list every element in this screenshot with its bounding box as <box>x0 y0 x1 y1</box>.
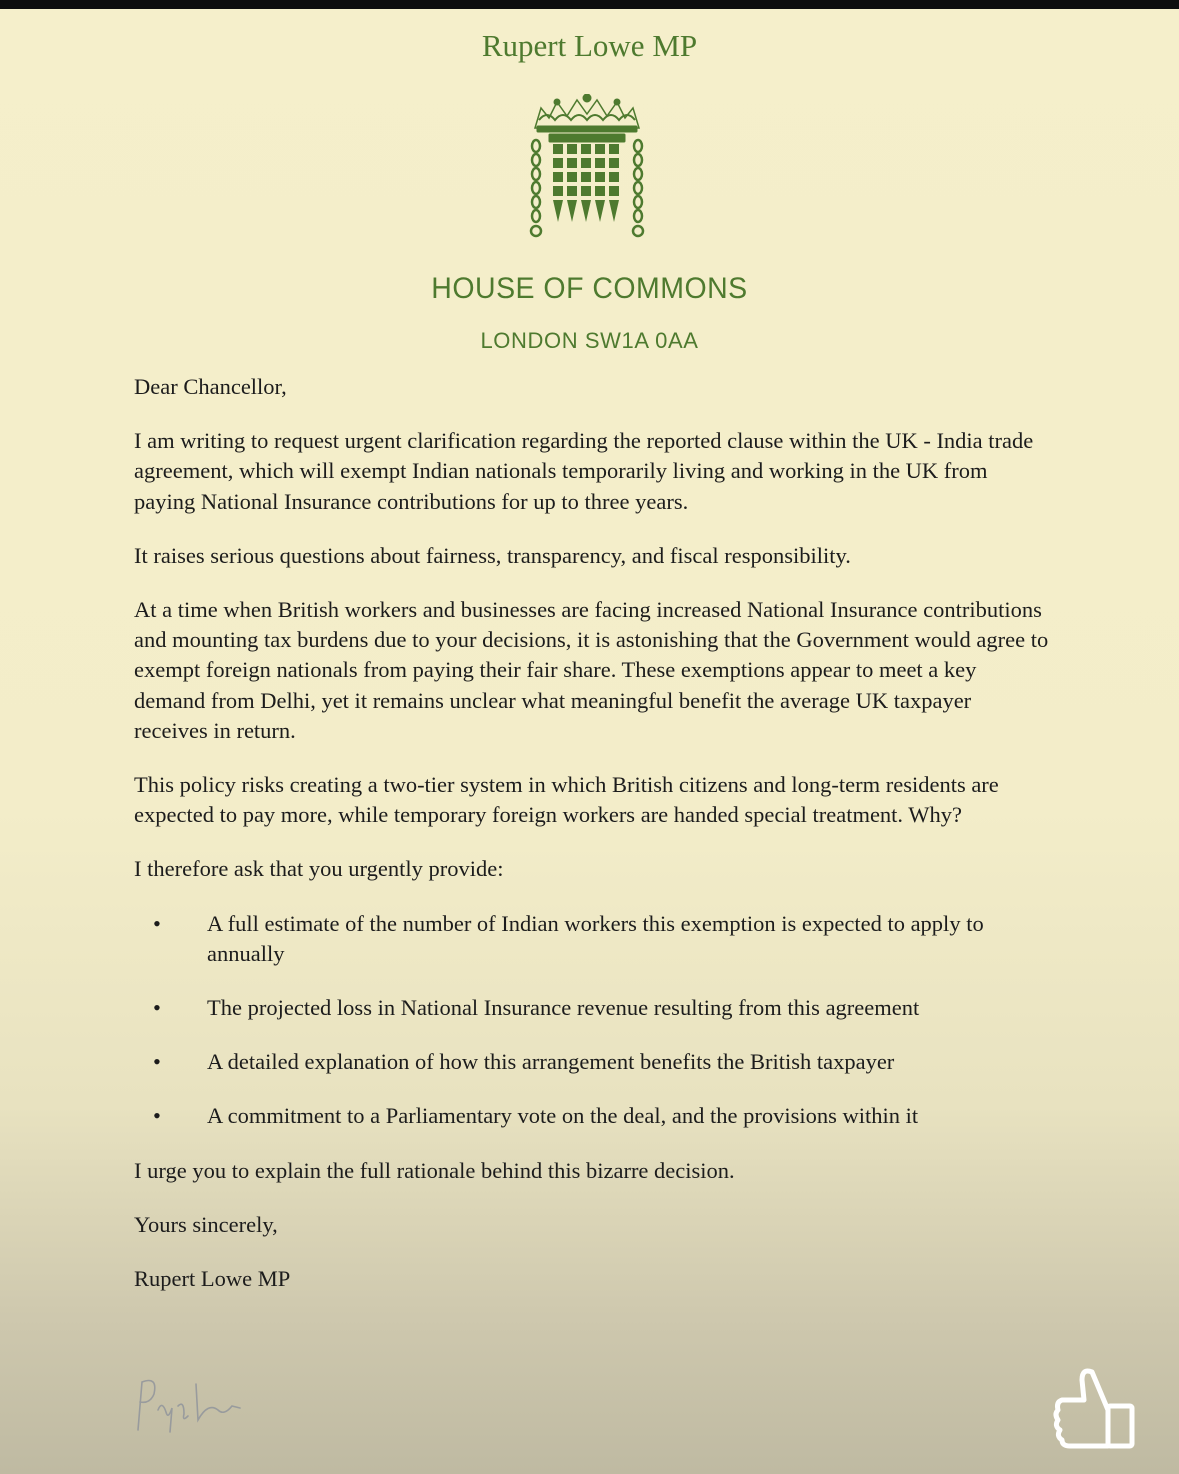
list-item-text: A detailed explanation of how this arrangement benefits the British taxpayer <box>207 1049 895 1075</box>
signatory: Rupert Lowe MP <box>134 1266 291 1292</box>
letterhead-mp-name: Rupert Lowe MP <box>481 28 698 63</box>
list-item <box>134 909 1049 969</box>
list-item-text: A full estimate of the number of Indian workers this exemption is expected to apply to annually <box>207 910 984 966</box>
paragraph-5: I therefore ask that you urgently provide: <box>134 856 504 882</box>
list-item-text: A commitment to a Parliamentary vote on the deal, and the provisions within it <box>207 1103 919 1129</box>
thumbs-up-icon[interactable] <box>1052 1366 1138 1452</box>
handwritten-signature <box>128 1370 248 1440</box>
letterhead-house: HOUSE OF COMMONS <box>431 272 748 305</box>
sign-off: Yours sincerely, <box>134 1211 278 1237</box>
paragraph-2: It raises serious questions about fairness, transparency, and fiscal responsibility. <box>134 542 851 568</box>
list-item <box>134 1047 1049 1077</box>
list-item <box>134 1101 1049 1131</box>
closing-paragraph: I urge you to explain the full rationale behind this bizarre decision. <box>134 1157 735 1183</box>
paragraph-1: I am writing to request urgent clarification regarding the reported clause within the UK - India trade agreement, which will exempt Indian nationals temporarily living and working in the UK from paying National Insurance contributions for up to three years. <box>134 428 1034 514</box>
list-item-text: The projected loss in National Insurance revenue resulting from this agreement <box>207 995 920 1021</box>
paragraph-4: This policy risks creating a two-tier system in which British citizens and long-term residents are expected to pay more, while temporary foreign workers are handed special treatment. Why? <box>134 772 999 828</box>
asks-list <box>134 909 1049 1132</box>
bullet: • <box>153 910 161 936</box>
bullet: • <box>153 1049 161 1075</box>
letter-body <box>134 372 1049 1318</box>
bullet: • <box>153 1103 161 1129</box>
paragraph-3: At a time when British workers and businesses are facing increased National Insurance contributions and mounting tax burdens due to your decisions, it is astonishing that the Government would agree to exempt foreign nationals from paying their fair share. These exemptions appear to meet a key demand from Delhi, yet it remains unclear what meaningful benefit the average UK taxpayer receives in return. <box>134 597 1049 743</box>
top-bar <box>0 0 1179 9</box>
portcullis-crest-icon <box>527 94 647 239</box>
letterhead-address: LONDON SW1A 0AA <box>480 328 699 353</box>
bullet: • <box>153 995 161 1021</box>
list-item <box>134 993 1049 1023</box>
salutation: Dear Chancellor, <box>134 374 287 399</box>
